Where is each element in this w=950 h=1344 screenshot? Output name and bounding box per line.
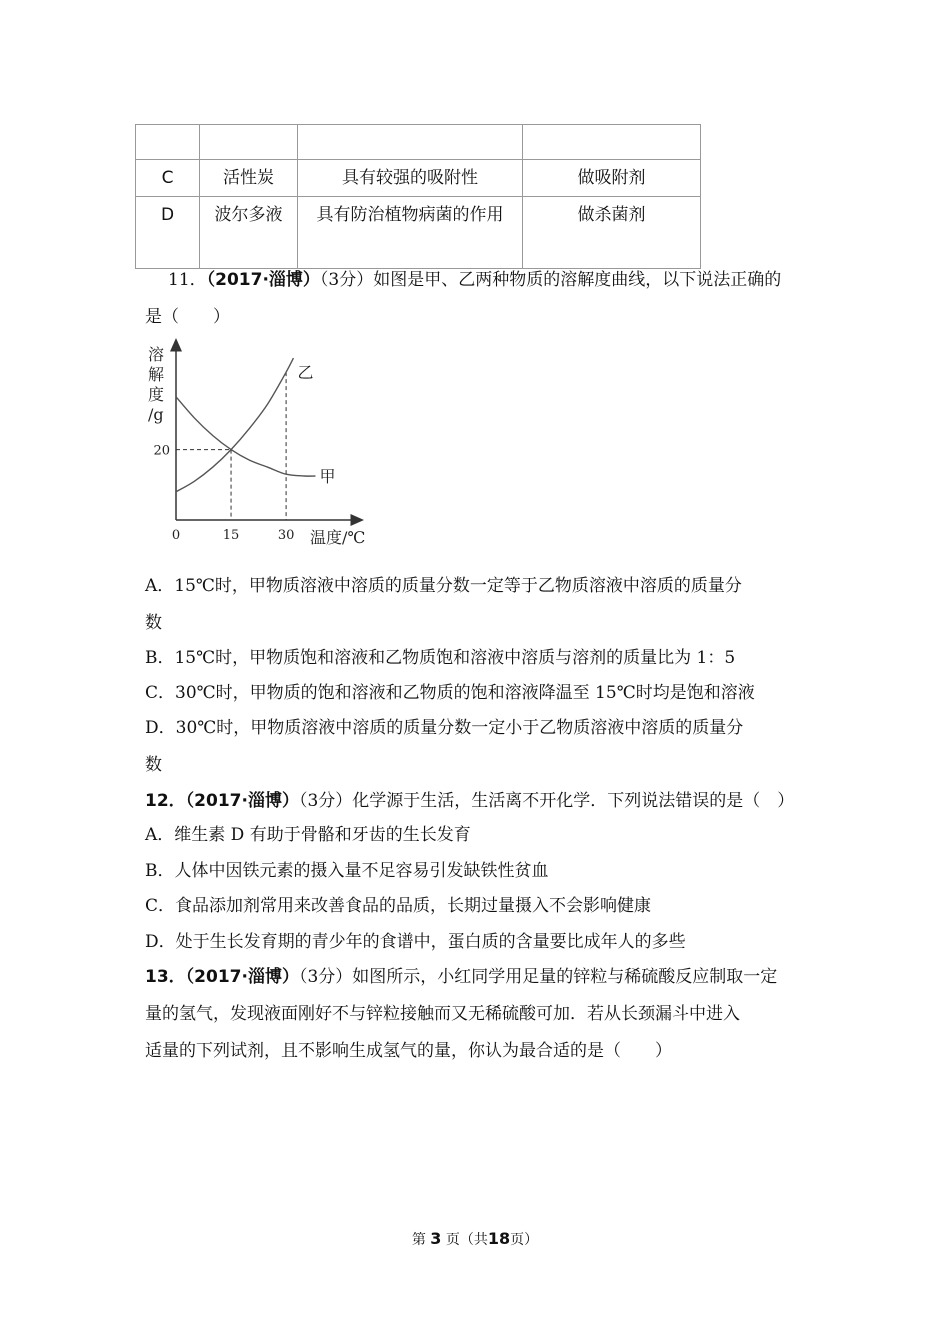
q13-stem-line2: 量的氢气，发现液面刚好不与锌粒接触而又无稀硫酸可加．若从长颈漏斗中进入 — [145, 1004, 740, 1024]
table-cell — [200, 125, 298, 160]
q13-stem: 如图所示，小红同学用足量的锌粒与稀硫酸反应制取一定 — [352, 967, 778, 987]
y-axis-label: 溶 — [148, 345, 165, 364]
table-row — [136, 197, 701, 269]
table-cell: 活性炭 — [200, 160, 298, 197]
q12-option-b: B．人体中因铁元素的摄入量不足容易引发缺铁性贫血 — [145, 861, 549, 881]
table-cell: 波尔多液 — [200, 197, 298, 269]
page-footer — [0, 1229, 950, 1249]
q11-stem-line2: 是（ ） — [145, 307, 230, 327]
series-line-1 — [176, 358, 293, 492]
y-tick-label: 20 — [153, 443, 170, 459]
q12-option-a: A．维生素 D 有助于骨骼和牙齿的生长发育 — [145, 825, 471, 845]
q11-option-c: C．30℃时，甲物质的饱和溶液和乙物质的饱和溶液降温至 15℃时均是饱和溶液 — [145, 683, 755, 703]
q12-source: （2017·淄博） — [185, 791, 299, 811]
x-tick-label: 0 — [171, 528, 181, 543]
footer-page-number: 3 — [430, 1229, 442, 1248]
table-cell — [523, 125, 701, 160]
footer-total-pages: 18 — [487, 1229, 511, 1248]
table-cell: 具有较强的吸附性 — [298, 160, 523, 197]
x-tick-label: 30 — [277, 528, 295, 543]
q13-source: （2017·淄博） — [185, 967, 299, 987]
q12-score: （3分） — [298, 791, 353, 811]
q11-score: （3分） — [319, 270, 374, 290]
footer-post: 页） — [510, 1232, 539, 1248]
y-axis-label: 解 — [148, 365, 165, 384]
axis-labels — [148, 345, 365, 547]
x-axis-label: 温度/℃ — [310, 528, 366, 547]
q11-stem: 如图是甲、乙两种物质的溶解度曲线，以下说法正确的 — [373, 270, 782, 290]
table-cell: D — [136, 197, 200, 269]
q11-stem-line1 — [168, 268, 781, 292]
footer-mid: 页（共 — [445, 1232, 488, 1248]
table-cell: C — [136, 160, 200, 197]
q12-option-c: C．食品添加剂常用来改善食品的品质，长期过量摄入不会影响健康 — [145, 896, 652, 916]
q13-score: （3分） — [298, 967, 353, 987]
q11-source: （2017·淄博） — [206, 270, 320, 290]
q11-number: 11． — [168, 270, 207, 290]
footer-pre: 第 — [411, 1232, 426, 1248]
q13-number: 13． — [145, 967, 186, 987]
series-label: 甲 — [319, 467, 336, 486]
curves — [176, 358, 315, 492]
q11-option-b: B．15℃时，甲物质饱和溶液和乙物质饱和溶液中溶质与溶剂的质量比为 1：5 — [145, 648, 736, 668]
table-cell — [298, 125, 523, 160]
q13-stem-line3: 适量的下列试剂，且不影响生成氢气的量，你认为最合适的是（ ） — [145, 1041, 672, 1061]
q12-stem — [145, 789, 794, 813]
q13-stem-line1 — [145, 965, 777, 989]
table-row — [136, 125, 701, 160]
x-tick-label: 15 — [222, 528, 240, 543]
table-cell: 做吸附剂 — [523, 160, 701, 197]
series-label: 乙 — [297, 363, 314, 383]
table-cell: 具有防治植物病菌的作用 — [298, 197, 523, 269]
table-row — [136, 160, 701, 197]
q11-option-a: A．15℃时，甲物质溶液中溶质的质量分数一定等于乙物质溶液中溶质的质量分 — [145, 576, 742, 596]
solubility-chart — [140, 338, 380, 553]
q12-number: 12． — [145, 791, 186, 811]
q11-option-d-cont: 数 — [145, 755, 162, 775]
guide-lines — [176, 372, 286, 520]
series-line-0 — [176, 397, 315, 476]
q11-option-d: D．30℃时，甲物质溶液中溶质的质量分数一定小于乙物质溶液中溶质的质量分 — [145, 718, 744, 738]
y-axis-label: /g — [148, 405, 164, 424]
table-cell: 做杀菌剂 — [523, 197, 701, 269]
q12-stem-text: 化学源于生活，生活离不开化学．下列说法错误的是（ ） — [352, 791, 795, 811]
options-table — [135, 124, 701, 269]
y-axis-label: 度 — [148, 385, 165, 404]
q12-option-d: D．处于生长发育期的青少年的食谱中，蛋白质的含量要比成年人的多些 — [145, 932, 686, 952]
q11-option-a-cont: 数 — [145, 613, 162, 633]
table-cell — [136, 125, 200, 160]
